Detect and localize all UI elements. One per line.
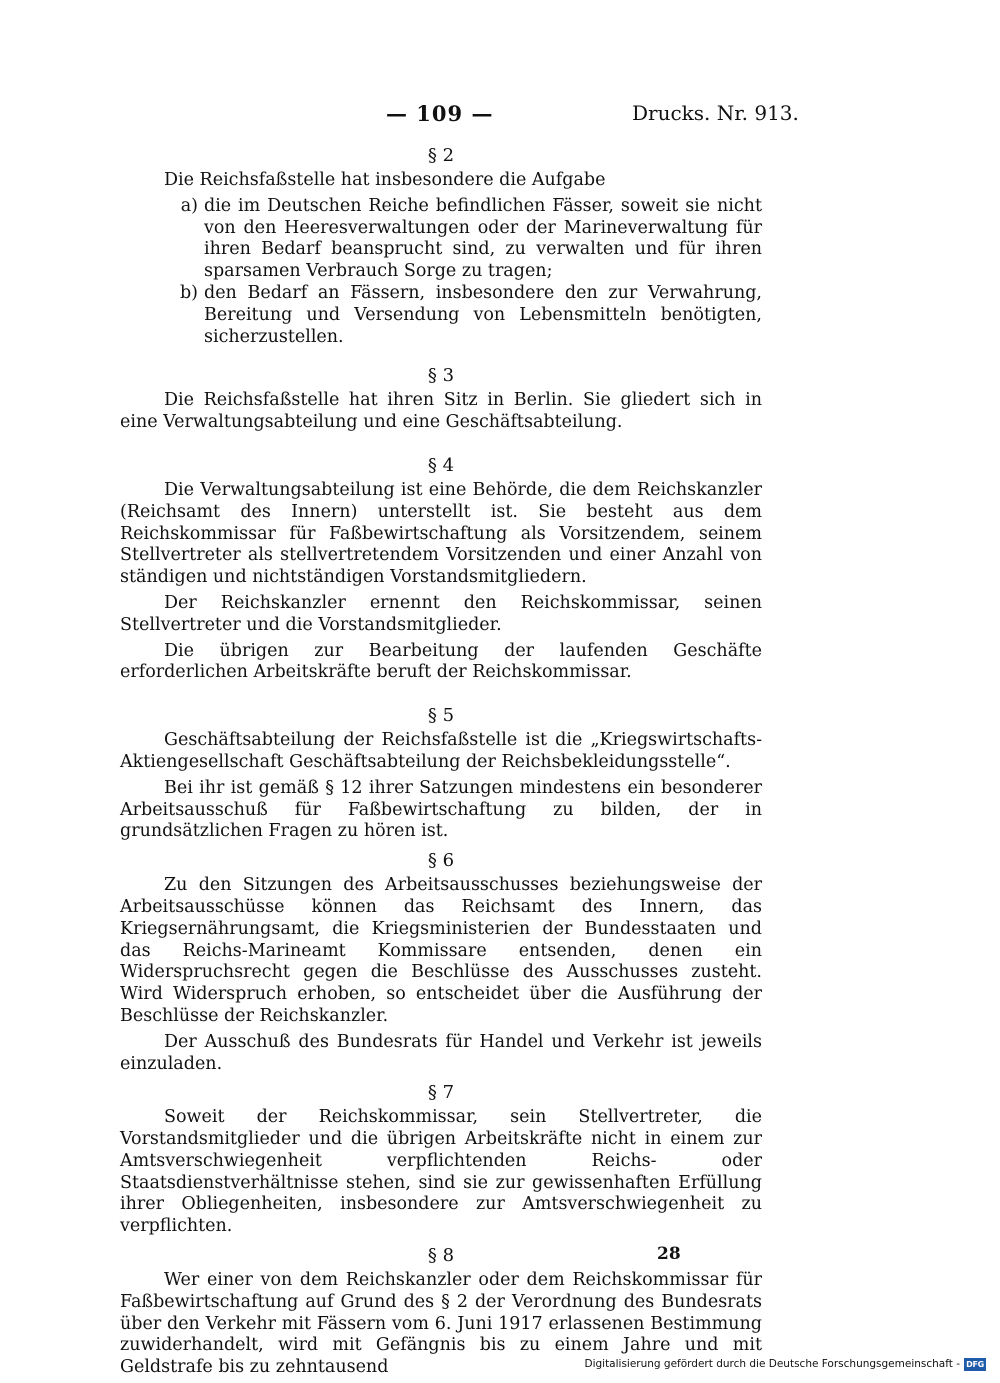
list-item-a bbox=[120, 196, 762, 283]
section-6 bbox=[120, 847, 762, 1075]
section-3 bbox=[120, 362, 762, 434]
paragraph: Geschäftsabteilung der Reichsfaßstelle ist die „Kriegswirtschafts-Aktiengesellschaft Geschäftsabteilung der Reichsbekleidungsstelle“. bbox=[120, 730, 762, 772]
section-title: § 3 bbox=[427, 365, 455, 387]
digitization-footer bbox=[584, 1356, 986, 1372]
list-text: die im Deutschen Reiche befindlichen Fässer, soweit sie nicht von den Heeresverwaltungen oder der Marineverwaltung für ihren Bedarf beansprucht sind, zu verwalten und für ihren sparsamen Verbrauch Sorge zu tragen; bbox=[204, 195, 762, 282]
section-5 bbox=[120, 702, 762, 843]
page-number: — 109 — bbox=[386, 101, 494, 126]
section-7 bbox=[120, 1079, 762, 1238]
section-title: § 2 bbox=[427, 145, 455, 166]
paragraph: Zu den Sitzungen des Arbeitsausschusses beziehungsweise der Arbeitsausschüsse können das Reichsamt des Innern, das Kriegsernährungsamt, die Kriegsministerien der Bundesstaaten und das Reichs-Marineamt Kommissare entsenden, denen ein Widerspruchsrecht gegen die Beschlüsse des Ausschusses zusteht. Wird Widerspruch erhoben, so entscheidet über die Ausführung der Beschlüsse der Reichskanzler. bbox=[120, 875, 762, 1026]
drucksache-number: Drucks. Nr. 913. bbox=[632, 101, 799, 125]
section-title: § 6 bbox=[427, 850, 455, 872]
section-4 bbox=[120, 452, 762, 684]
section-title: § 4 bbox=[427, 454, 455, 476]
spacer bbox=[120, 688, 762, 702]
section-2 bbox=[120, 142, 762, 348]
section-intro: Die Reichsfaßstelle hat insbesondere die Aufgabe bbox=[164, 170, 606, 190]
paragraph: Bei ihr ist gemäß § 12 ihrer Satzungen mindestens ein besonderer Arbeitsausschuß für Faßbewirtschaftung zu bilden, der in grundsätzlichen Fragen zu hören ist. bbox=[120, 777, 762, 842]
page-header bbox=[0, 101, 1000, 131]
section-title: § 8 bbox=[427, 1245, 455, 1267]
list-label: a) bbox=[180, 195, 198, 216]
document-body bbox=[120, 142, 762, 1383]
section-title: § 5 bbox=[427, 705, 455, 727]
sheet-number: 28 bbox=[657, 1244, 681, 1264]
list-item-b bbox=[120, 283, 762, 348]
paragraph: Soweit der Reichskommissar, sein Stellvertreter, die Vorstandsmitglieder und die übrigen Arbeitskräfte nicht in einem zur Amtsverschwiegenheit verpflichtenden Reichs- oder Staatsdienstverhältnisse stehen, sind sie zur gewissenhaften Erfüllung ihrer Obliegenheiten, insbesondere zur Amtsverschwiegenheit zu verpflichten. bbox=[120, 1107, 762, 1237]
list-label: b) bbox=[179, 282, 198, 303]
paragraph: Die Verwaltungsabteilung ist eine Behörde, die dem Reichskanzler (Reichsamt des Innern) unterstellt ist. Sie besteht aus dem Reichskommissar für Faßbewirtschaftung als Vorsitzendem, seinem Stellvertreter als stellvertretendem Vorsitzenden und einer Anzahl von ständigen und nichtständigen Vorstandsmitgliedern. bbox=[120, 479, 762, 588]
list-text: den Bedarf an Fässern, insbesondere den zur Verwahrung, Bereitung und Versendung von Lebensmitteln benötigten, sicherzustellen. bbox=[204, 282, 762, 347]
section-title: § 7 bbox=[427, 1082, 455, 1104]
spacer bbox=[120, 348, 762, 362]
paragraph: Die Reichsfaßstelle hat ihren Sitz in Berlin. Sie gliedert sich in eine Verwaltungsabteilung und eine Geschäftsabteilung. bbox=[120, 390, 762, 433]
paragraph: Der Ausschuß des Bundesrats für Handel und Verkehr ist jeweils einzuladen. bbox=[120, 1031, 762, 1074]
paragraph: Wer einer von dem Reichskanzler oder dem Reichskommissar für Faßbewirtschaftung auf Grund des § 2 der Verordnung des Bundesrats über den Verkehr mit Fässern vom 6. Juni 1917 erlassenen Bestimmung zuwiderhandelt, wird mit Gefängnis bis zu einem Jahre und mit Geldstrafe bis zu zehntausend bbox=[120, 1270, 762, 1378]
paragraph: Die übrigen zur Bearbeitung der laufenden Geschäfte erforderlichen Arbeitskräfte beruft der Reichskommissar. bbox=[120, 640, 762, 683]
footer-credit: Digitalisierung gefördert durch die Deutsche Forschungsgemeinschaft - bbox=[584, 1358, 960, 1370]
paragraph: Der Reichskanzler ernennt den Reichskommissar, seinen Stellvertreter und die Vorstandsmitglieder. bbox=[120, 592, 762, 635]
dfg-logo-icon bbox=[964, 1358, 986, 1371]
dfg-logo-text: DFG bbox=[966, 1359, 984, 1369]
spacer bbox=[120, 438, 762, 452]
